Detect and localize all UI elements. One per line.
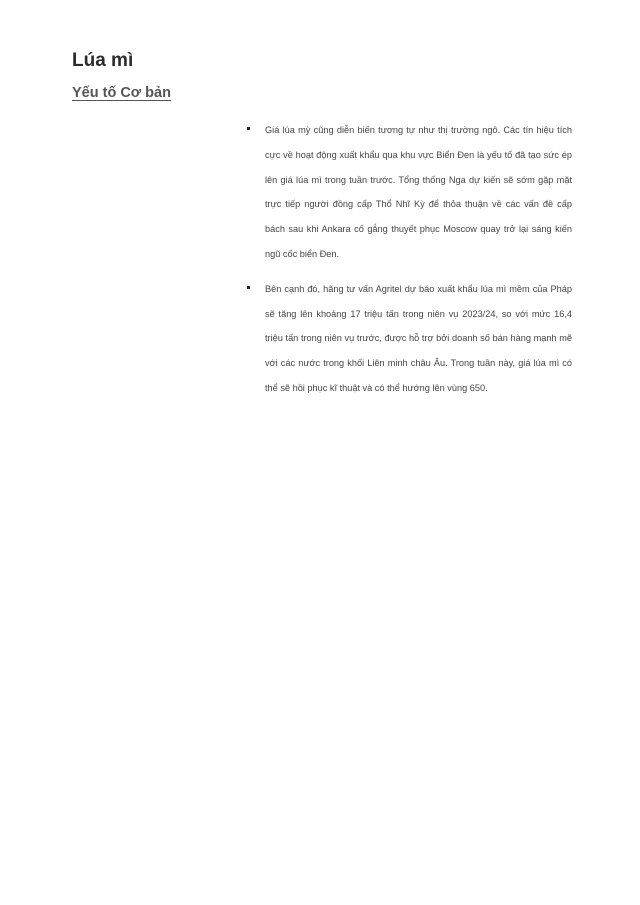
bullet-text: Giá lúa mỳ cũng diễn biến tương tự như thị trường ngô. Các tín hiệu tích cực về hoạt động xuất khẩu qua khu vực Biển Đen là yếu tố đã tạo sức ép lên giá lúa mì trong tuần trước. Tổng thống Nga dự kiến sẽ sớm gặp mặt trực tiếp người đồng cấp Thổ Nhĩ Kỳ để thỏa thuận về các vấn đề cấp bách sau khi Ankara cố gắng thuyết phục Moscow quay trở lại sáng kiến ngũ cốc biển Đen.: [265, 125, 572, 259]
list-item: [247, 277, 572, 401]
square-bullet-icon: [247, 127, 250, 130]
list-item: [247, 118, 572, 267]
bullet-text: Bên cạnh đó, hãng tư vấn Agritel dự báo xuất khẩu lúa mì mềm của Pháp sẽ tăng lên khoảng 17 triệu tấn trong niên vụ 2023/24, so với mức 16,4 triệu tấn trong niên vụ trước, được hỗ trợ bởi doanh số bán hàng mạnh mẽ với các nước trong khối Liên minh châu Âu. Trong tuần này, giá lúa mì có thể sẽ hồi phục kĩ thuật và có thể hướng lên vùng 650.: [265, 283, 572, 393]
bullet-list: [247, 118, 572, 411]
square-bullet-icon: [247, 286, 250, 289]
page-title: Lúa mì: [72, 50, 134, 71]
section-heading: Yếu tố Cơ bản: [72, 85, 171, 101]
